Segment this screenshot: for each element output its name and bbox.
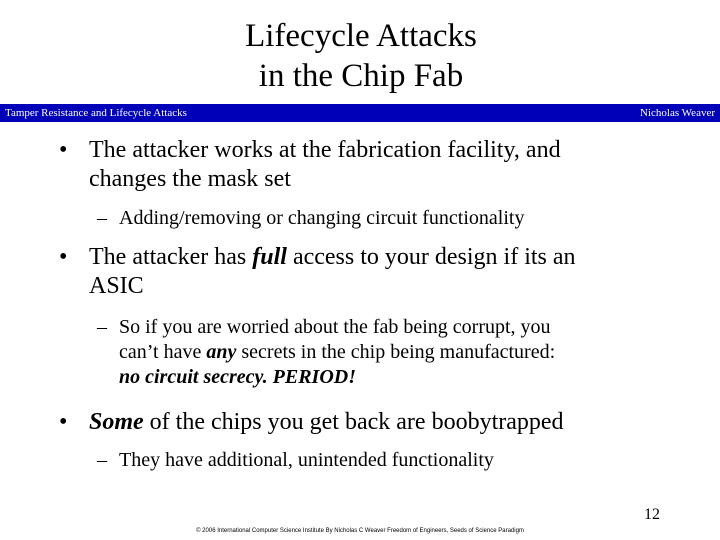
sub-bullet-2-1-line-1: So if you are worried about the fab being corrupt, you [119,316,551,338]
dash-marker: – [97,449,107,471]
title-line-2: in the Chip Fab [258,58,464,94]
page-number: 12 [644,506,660,523]
bullet-marker: • [59,244,68,270]
dash-marker: – [97,316,107,338]
bullet-1-line-2: changes the mask set [89,166,291,192]
sub-bullet-3-1 [97,448,699,473]
sub-bullet-2-1-emphasis: any [206,341,237,363]
bullet-2-pre: The attacker has [89,244,253,270]
bullet-1-line-1: The attacker works at the fabrication facility, and [89,137,561,163]
sub-bullet-2-1-line-3: no circuit secrecy. PERIOD! [119,366,357,388]
title-line-1: Lifecycle Attacks [245,18,477,54]
footer-copyright: © 2006 International Computer Science Institute By Nicholas C Weaver Freedom of Engineers, Seeds of Science Paradigm [196,528,524,534]
sub-bullet-2-1-pre: can’t have [119,341,207,363]
sub-bullet-1-1-text: Adding/removing or changing circuit functionality [119,207,525,229]
sub-bullet-2-1-post: secrets in the chip being manufactured: [236,341,556,363]
sub-bullet-3-1-text: They have additional, unintended functionality [119,449,494,471]
banner-course-title: Tamper Resistance and Lifecycle Attacks [5,107,187,119]
bullet-2-emphasis: full [252,244,287,270]
header-banner [0,104,720,122]
bullet-marker: • [59,137,68,163]
bullet-marker: • [59,409,68,435]
bullet-3-emphasis: Some [89,409,144,435]
bullet-2-line-1 [89,243,699,272]
bullet-3-post: of the chips you get back are boobytrapped [143,409,564,435]
banner-author: Nicholas Weaver [640,107,715,119]
bullet-3-line-1 [89,408,699,437]
bullet-2-post: access to your design if its an [286,244,576,270]
bullet-1 [59,136,689,194]
dash-marker: – [97,207,107,229]
slide-title [0,16,720,96]
bullet-3 [59,408,699,437]
bullet-2 [59,243,699,301]
sub-bullet-2-1-line-2 [119,340,699,365]
sub-bullet-1-1 [97,206,699,231]
sub-bullet-2-1 [97,315,699,390]
bullet-2-line-2: ASIC [89,273,144,299]
